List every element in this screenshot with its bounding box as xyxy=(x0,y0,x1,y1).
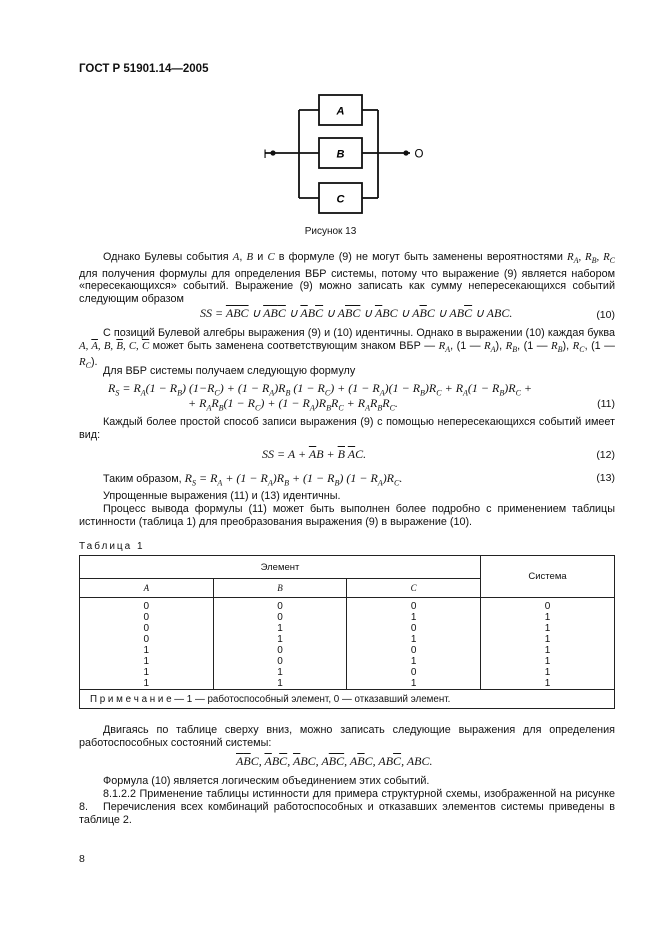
table-cell: 0 xyxy=(277,656,283,667)
paragraph-enumeration: Перечисления всех комбинаций работоспособных и отказавших элементов системы приведены в таблице 2. xyxy=(79,801,615,826)
table-cell: 1 xyxy=(544,678,551,689)
figure-caption: Рисунок 13 xyxy=(304,226,357,237)
table-cell: 0 xyxy=(410,667,417,678)
col-header-a: A xyxy=(80,579,214,598)
table-cell: 0 xyxy=(277,612,283,623)
table-cell: 1 xyxy=(277,623,283,634)
table-body xyxy=(80,598,615,690)
table-cell: 0 xyxy=(143,623,150,634)
col-system-values xyxy=(481,598,615,690)
col-b-values xyxy=(213,598,347,690)
formula-10: SS = $\overline{ABC}$ ∪ $\overline{AB}\overline{C}$ ∪ $\overline{A}B\overline{C}$ ∪ $A\overline{BC}$ ∪ $\overline{A}BC$ ∪ $A\overline{B}C$ ∪ $AB\overline{C}$ ∪ ABC. xyxy=(200,306,513,320)
block-a-label: A xyxy=(336,105,345,118)
table-cell: 0 xyxy=(410,645,417,656)
table-cell: 1 xyxy=(143,656,150,667)
table-cell: 1 xyxy=(544,667,551,678)
system-header: Система xyxy=(481,556,615,598)
block-c-label: C xyxy=(336,193,345,206)
paragraph-simpler-form: Каждый более простой способ записи выражения (9) с помощью непересекающихся событий имеет вид: xyxy=(79,416,615,441)
table-cell: 0 xyxy=(410,623,417,634)
table-cell: 1 xyxy=(544,623,551,634)
table-cell: 0 xyxy=(277,601,283,612)
paragraph-8-1-2-2: 8.1.2.2 Применение таблицы истинности для примера структурной схемы, изображенной на рисунке 8. xyxy=(79,788,615,813)
table-cell: 1 xyxy=(410,656,417,667)
table-cell: 1 xyxy=(277,678,283,689)
output-node xyxy=(403,150,408,155)
formula-11-number: (11) xyxy=(597,398,615,410)
table-cell: 1 xyxy=(544,634,551,645)
truth-table xyxy=(79,555,615,709)
reliability-block-diagram xyxy=(255,86,425,224)
states-list: $\overline{A}\overline{B}C$, $\overline{A}B\overline{C}$, $\overline{A}BC$, $A\overline{BC}$, $A\overline{B}C$, $AB\overline{C}$, ABC. xyxy=(236,754,433,768)
paragraph-boolean-events: Однако Булевы события A, B и C в формуле (9) не могут быть заменены вероятностями $R_A$, $R_B$, $R_C$ для получения формулы для определения ВБР системы, потому что выражение (9) является набором «пересекающихся» событий. Выражение (9) можно записать как сумму непересекающихся событий следующим образом xyxy=(79,251,616,305)
paragraph-moving-down: Двигаясь по таблице сверху вниз, можно записать следующие выражения для определения работоспособных состояний системы: xyxy=(79,724,615,749)
formula-11-line1: $R_S = R_A(1 - R_B) (1-R_C) + (1 - R_A)R_B$ $(1 - R_C) + (1 - R_A)(1 - R_B)R_C + R_A(1 - R_B)R_C$ + xyxy=(108,381,533,398)
formula-12-number: (12) xyxy=(596,449,615,461)
paragraph-system-formula: Для ВБР системы получаем следующую формулу xyxy=(103,365,356,377)
col-c-values xyxy=(347,598,481,690)
table-cell: 1 xyxy=(143,645,150,656)
col-header-b: B xyxy=(213,579,347,598)
table-cell: 1 xyxy=(410,612,417,623)
table-cell: 1 xyxy=(544,612,551,623)
table-cell: 0 xyxy=(410,601,417,612)
paragraph-truth-table-process: Процесс вывода формулы (11) может быть выполнен более подробно с применением таблицы истинности (таблица 1) для преобразования выражения (9) в выражение (10). xyxy=(79,503,615,528)
document-header: ГОСТ Р 51901.14—2005 xyxy=(79,63,209,75)
table-note: П р и м е ч а н и е — 1 — работоспособный элемент, 0 — отказавший элемент. xyxy=(80,690,615,709)
table-cell: 1 xyxy=(143,667,150,678)
formula-11-line2: + $R_AR_B(1 - R_C) + (1 - R_A)R_BR_C + R_AR_BR_C$. xyxy=(188,396,398,413)
block-b-label: B xyxy=(336,148,345,161)
table-caption: Таблица 1 xyxy=(79,541,145,552)
table-cell: 1 xyxy=(410,678,417,689)
table-cell: 0 xyxy=(143,612,150,623)
col-a-values xyxy=(80,598,214,690)
formula-13-number: (13) xyxy=(596,472,615,484)
table-cell: 0 xyxy=(277,645,283,656)
paragraph-boolean-algebra: С позиций Булевой алгебры выражения (9) и (10) идентичны. Однако в выражении (10) каждая буква A, $\overline{A}$, B, $\overline{B}$, C, $\overline{C}$ может быть заменена соответствующим знаком ВБР — $R_A$, (1 — $R_A$), $R_B$, (1 — $R_B$), $R_C$, (1 — $R_C$). xyxy=(79,327,615,371)
table-cell: 0 xyxy=(143,601,150,612)
page-number: 8 xyxy=(79,853,85,865)
paragraph-logical-union: Формула (10) является логическим объединением этих событий. xyxy=(103,775,430,787)
table-cell: 0 xyxy=(143,634,150,645)
table-cell: 1 xyxy=(277,634,283,645)
table-cell: 1 xyxy=(410,634,417,645)
table-cell: 0 xyxy=(544,601,551,612)
formula-13-line: Таким образом, $R_S = R_A + (1 - R_A)R_B + (1 - R_B) (1 - R_A)R_C$. xyxy=(103,471,403,488)
formula-10-number: (10) xyxy=(596,309,615,321)
table-cell: 1 xyxy=(544,656,551,667)
element-group-header: Элемент xyxy=(80,556,481,579)
paragraph-identical: Упрощенные выражения (11) и (13) идентичны. xyxy=(103,490,341,502)
input-node xyxy=(270,150,275,155)
formula-12: SS = $A + \overline{A}B + \overline{B}$ $\overline{A}C$. xyxy=(262,447,367,461)
input-label: I xyxy=(263,147,267,161)
table-cell: 1 xyxy=(143,678,150,689)
col-header-c: C xyxy=(347,579,481,598)
table-cell: 1 xyxy=(544,645,551,656)
output-label: O xyxy=(414,148,424,161)
table-cell: 1 xyxy=(277,667,283,678)
